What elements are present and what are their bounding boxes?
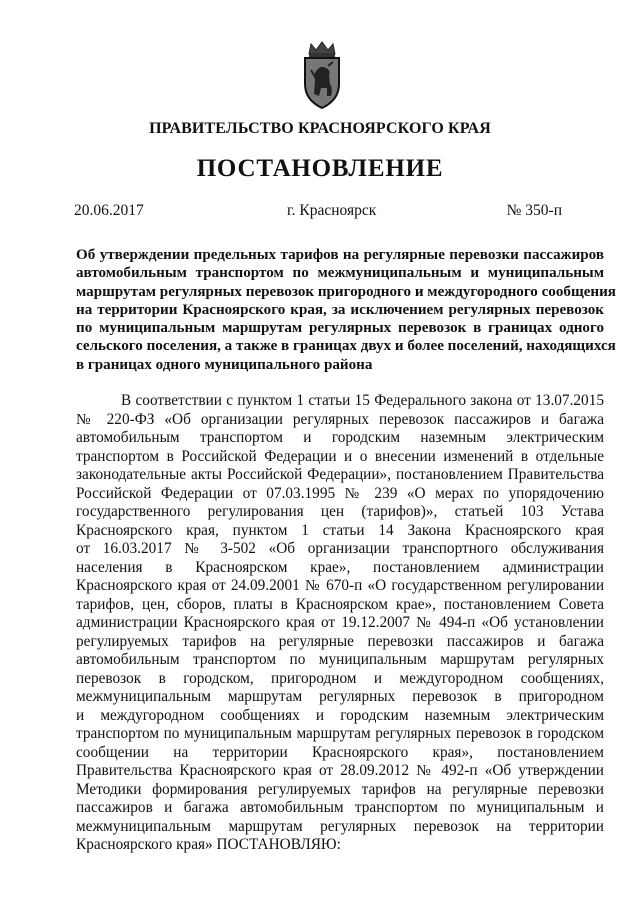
title-line: по муниципальным маршрутам регулярных перевозок в границах одного <box>76 320 604 337</box>
document-type: ПОСТАНОВЛЕНИЕ <box>196 155 444 182</box>
body-line: межмуниципальным маршрутам регулярных перевозок на территории <box>76 817 604 835</box>
document-title <box>76 246 616 374</box>
body-line: межмуниципальным маршрутам регулярных перевозок в пригородном <box>76 688 604 705</box>
title-line: в границах одного муниципального района <box>76 356 373 373</box>
body-line: транспортом по муниципальным маршрутам регулярных перевозок в городском <box>76 725 604 742</box>
body-line: государственного регулирования цен (тарифов)», статьей 103 Устава <box>76 503 604 520</box>
body-line: пассажиров и багажа автомобильным транспортом по муниципальным и <box>76 799 604 816</box>
body-line: населения в Красноярском крае», постановлением администрации <box>76 558 604 576</box>
body-line: Правительства Красноярского края от 28.09.2012 № 492-п «Об утверждении <box>76 762 604 779</box>
title-line: на территории Красноярского края, за исключением регулярных перевозок <box>76 301 604 318</box>
title-line: маршрутам регулярных перевозок пригородного и междугородного сообщения <box>76 283 616 300</box>
body-line: Красноярского края, пунктом 1 статьи 14 Закона Красноярского края <box>76 521 604 539</box>
document-date: 20.06.2017 <box>74 202 144 219</box>
title-line: Об утверждении предельных тарифов на регулярные перевозки пассажиров <box>76 247 604 263</box>
body-line: и междугородном сообщениях и городским наземным электрическим <box>76 706 604 724</box>
body-line: Российской Федерации от 07.03.1995 № 239 «О мерах по упорядочению <box>76 484 604 502</box>
document-number: № 350-п <box>506 202 562 219</box>
document-body <box>76 392 604 855</box>
body-line: администрации Красноярского края от 19.12.2007 № 494-п «Об установлении <box>76 614 604 631</box>
title-line: автомобильным транспортом по межмуниципальным и муниципальным <box>76 265 604 282</box>
body-line: автомобильным транспортом и городским наземным электрическим <box>76 429 604 446</box>
title-line: сельского поселения, а также в границах двух и более поселений, находящихся <box>76 338 616 355</box>
document-city: г. Красноярск <box>287 202 377 219</box>
body-line: Методики формирования регулируемых тарифов на регулярные перевозки <box>76 780 604 798</box>
body-line: законодательные акты Российской Федерации», постановлением Правительства <box>76 466 604 483</box>
coat-of-arms-icon <box>297 40 347 112</box>
body-line: Красноярского края» ПОСТАНОВЛЯЮ: <box>76 836 341 853</box>
body-line: № 220-ФЗ «Об организации регулярных перевозок пассажиров и багажа <box>76 410 604 428</box>
body-line: автомобильным транспортом по муниципальным маршрутам регулярных <box>76 651 604 668</box>
body-line: перевозок в городском, пригородном и междугородном сообщениях, <box>76 669 604 687</box>
body-line: В соответствии с пунктом 1 статьи 15 Федерального закона от 13.07.2015 <box>121 392 604 409</box>
body-line: регулируемых тарифов на регулярные перевозки пассажиров и багажа <box>76 632 604 650</box>
body-line: от 16.03.2017 № 3-502 «Об организации транспортного обслуживания <box>76 540 604 557</box>
body-line: Красноярского края от 24.09.2001 № 670-п «О государственном регулировании <box>76 577 604 594</box>
body-line: транспортом в Российской Федерации и о внесении изменений в отдельные <box>76 447 604 465</box>
body-line: тарифов, цен, сборов, платы в Красноярском крае», постановлением Совета <box>76 595 604 613</box>
body-line: сообщении на территории Красноярского края», постановлением <box>76 743 604 761</box>
organization-name: ПРАВИТЕЛЬСТВО КРАСНОЯРСКОГО КРАЯ <box>149 120 491 137</box>
